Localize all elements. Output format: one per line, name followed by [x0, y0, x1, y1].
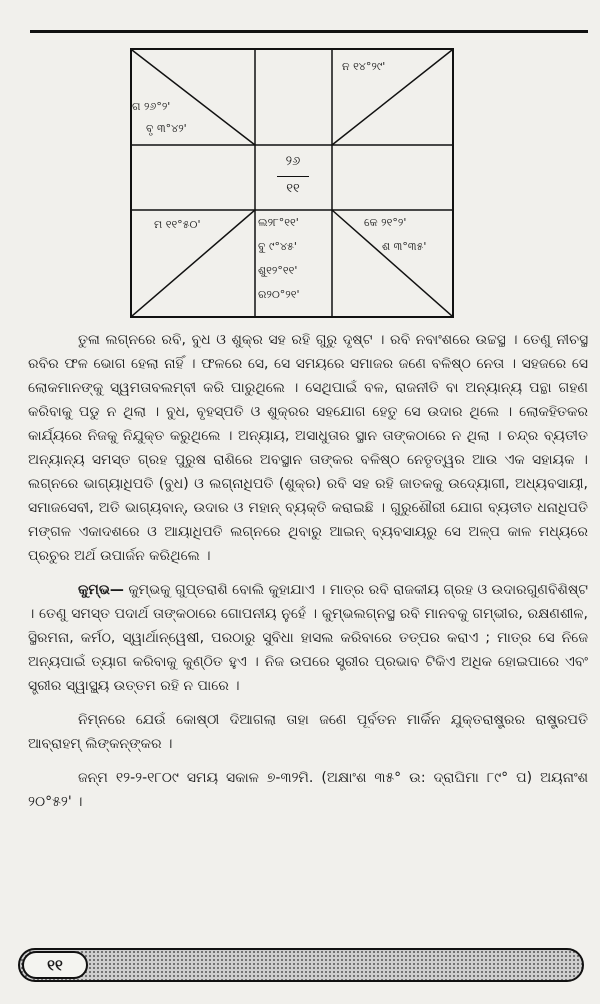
horoscope-chart [130, 48, 454, 318]
paragraph-kumbha-text: ମାତ୍ର ରବି ରାଜକୀୟ ଗ୍ରହ ଓ ଉଦାରଗୁଣବିଶିଷ୍ଟ । ତେଣୁ ସମସ୍ତ ପଦାର୍ଥ ତାଙ୍କଠାରେ ଗୋପନୀୟ ନୁହେଁ । କୁମ୍ଭଲଗ୍ନସ୍ଥ ରବି ମାନବକୁ ଗମ୍ଭୀର, ରକ୍ଷଣଶୀଳ, ସ୍ଥିରମନା, କର୍ମଠ, ସ୍ୱାର୍ଥାନ୍ୱେଷୀ, ପରଠାରୁ ସୁବିଧା ହାସଲ କରିବାରେ ତତ୍ପର କରାଏ ; ମାତ୍ର ସେ ନିଜେ ଅନ୍ୟପାଇଁ ତ୍ୟାଗ କରିବାକୁ କୁଣ୍ଠିତ ହୁଏ । ନିଜ ଉପରେ ସ୍ତ୍ରୀର ପ୍ରଭାବ ଟିକିଏ ଅଧିକ ହୋଇପାରେ ଏବଂ ସ୍ତ୍ରୀର ସ୍ୱାସ୍ଥ୍ୟ ଉତ୍ତମ ରହି ନ ପାରେ । [28, 582, 588, 694]
paragraph-lincoln-intro: ନିମ୍ନରେ ଯେଉଁ କୋଷ୍ଠୀ ଦିଆଗଲା ତାହା ଜଣେ ପୂର୍ବତନ ମାର୍କିନ ଯୁକ୍ତରାଷ୍ଟ୍ରର ରାଷ୍ଟ୍ରପତି ଆବ୍ରାହମ୍ ଲିଙ୍କନ୍‌ଙ୍କର । [28, 712, 588, 752]
article-body [28, 328, 588, 824]
chart-top-left-2: ବୃ ୩°୪୨' [146, 122, 187, 135]
chart-bottom-right-2: ଶ ୩°୩୫' [382, 240, 427, 253]
chart-center-bottom: ୧୧ [286, 181, 300, 196]
chart-top-right: ନ ୧୪°୨୯' [342, 60, 386, 73]
heading-kumbha: କୁମ୍ଭ— [78, 582, 124, 598]
chart-bottom-left: ମ ୧୧°୫୦' [154, 218, 201, 231]
page-number: ୧୧ [22, 951, 88, 979]
paragraph-birth-details: ଜନ୍ମ ୧୨-୨-୧୮୦୯ ସମୟ ସକାଳ ୭-୩୨ମି. (ଅକ୍ଷାଂଶ ୩୫° ଉ: ଦ୍ରାଘିମା ୮୯° ପ) ଅୟନାଂଶ ୨୦°୫୨' । [28, 770, 588, 810]
chart-bottom-center-2: ବୁ ୯°୪୫' [258, 240, 297, 253]
footer-bar [18, 948, 584, 982]
chart-bottom-right-1: କେ ୨୧°୨' [364, 216, 407, 229]
chart-center-divider [277, 176, 309, 177]
chart-top-left-1: ଗ ୨୬°୨' [132, 100, 171, 113]
chart-bottom-center-4: ର୨୦°୨୧' [258, 288, 300, 301]
chart-bottom-center-3: ଶୁ୧୨°୧୧' [258, 264, 298, 277]
heading-kumbha-rest: କୁମ୍ଭକୁ ଗୁପ୍ତରାଶି ବୋଲି କୁହାଯାଏ । [128, 582, 326, 598]
paragraph-kumbha [28, 578, 588, 698]
chart-center-top: ୨୬ [285, 154, 301, 169]
top-rule [30, 30, 588, 33]
paragraph-tula: ତୁଳା ଲଗ୍ନରେ ରବି, ବୁଧ ଓ ଶୁକ୍ର ସହ ରହି ଗୁରୁ ଦୃଷ୍ଟ । ରବି ନବାଂଶରେ ଉଚ୍ଚସ୍ଥ । ତେଣୁ ନୀଚସ୍ଥ ରବିର ଫଳ ଭୋଗ ହେଲା ନାହିଁ । ଫଳରେ ସେ, ସେ ସମୟରେ ସମାଜର ଜଣେ ବଳିଷ୍ଠ ନେତା । ସହଜରେ ସେ ଲୋକମାନଙ୍କୁ ସ୍ୱମତାବଲମ୍ବୀ କରି ପାରୁଥିଲେ । ସେଥିପାଇଁ ବଳ, ରାଜନୀତି ବା ଅନ୍ୟାନ୍ୟ ପନ୍ଥା ଗହଣ କରିବାକୁ ପଡୁ ନ ଥିଲା । ବୁଧ, ବୃହସ୍ପତି ଓ ଶୁକ୍ରର ସହଯୋଗ ହେତୁ ସେ ଉଦାର ଥିଲେ । ଲୋକହିତକର କାର୍ଯ୍ୟରେ ନିଜକୁ ନିଯୁକ୍ତ କରୁଥିଲେ । ଅନ୍ୟାୟ, ଅସାଧୁତାର ସ୍ଥାନ ତାଙ୍କଠାରେ ନ ଥିଲା । ଚନ୍ଦ୍ର ବ୍ୟତୀତ ଅନ୍ୟାନ୍ୟ ସମସ୍ତ ଗ୍ରହ ପୁରୁଷ ରାଶିରେ ଅବସ୍ଥାନ ତାଙ୍କର ବଳିଷ୍ଠ ନେତୃତ୍ୱର ଆଉ ଏକ ସହାୟକ । ଲଗ୍ନରେ ଭାଗ୍ୟାଧିପତି (ବୁଧ) ଓ ଲଗ୍ନାଧିପତି (ଶୁକ୍ର) ରବି ସହ ରହି ଜାତକକୁ ଉଦ୍ୟୋଗୀ, ଅଧ୍ୟବସାୟୀ, ସମାଜସେବୀ, ଅତି ଭାଗ୍ୟବାନ୍, ଉଦାର ଓ ମହାନ୍ ବ୍ୟକ୍ତି କରାଇଛି । ଗୁରୁଶୌରୀ ଯୋଗ ବ୍ୟତୀତ ଧନାଧିପତି ମଙ୍ଗଳ ଏକାଦଶରେ ଓ ଆୟାଧିପତି ଲଗ୍ନରେ ଥିବାରୁ ଆଇନ୍ ବ୍ୟବସାୟରୁ ସେ ଅଳ୍ପ କାଳ ମଧ୍ୟରେ ପ୍ରଚୁର ଅର୍ଥ ଉପାର୍ଜନ କରିଥିଲେ । [28, 332, 588, 564]
chart-bottom-center-1: ଲ୨୮°୧୧' [258, 216, 299, 229]
